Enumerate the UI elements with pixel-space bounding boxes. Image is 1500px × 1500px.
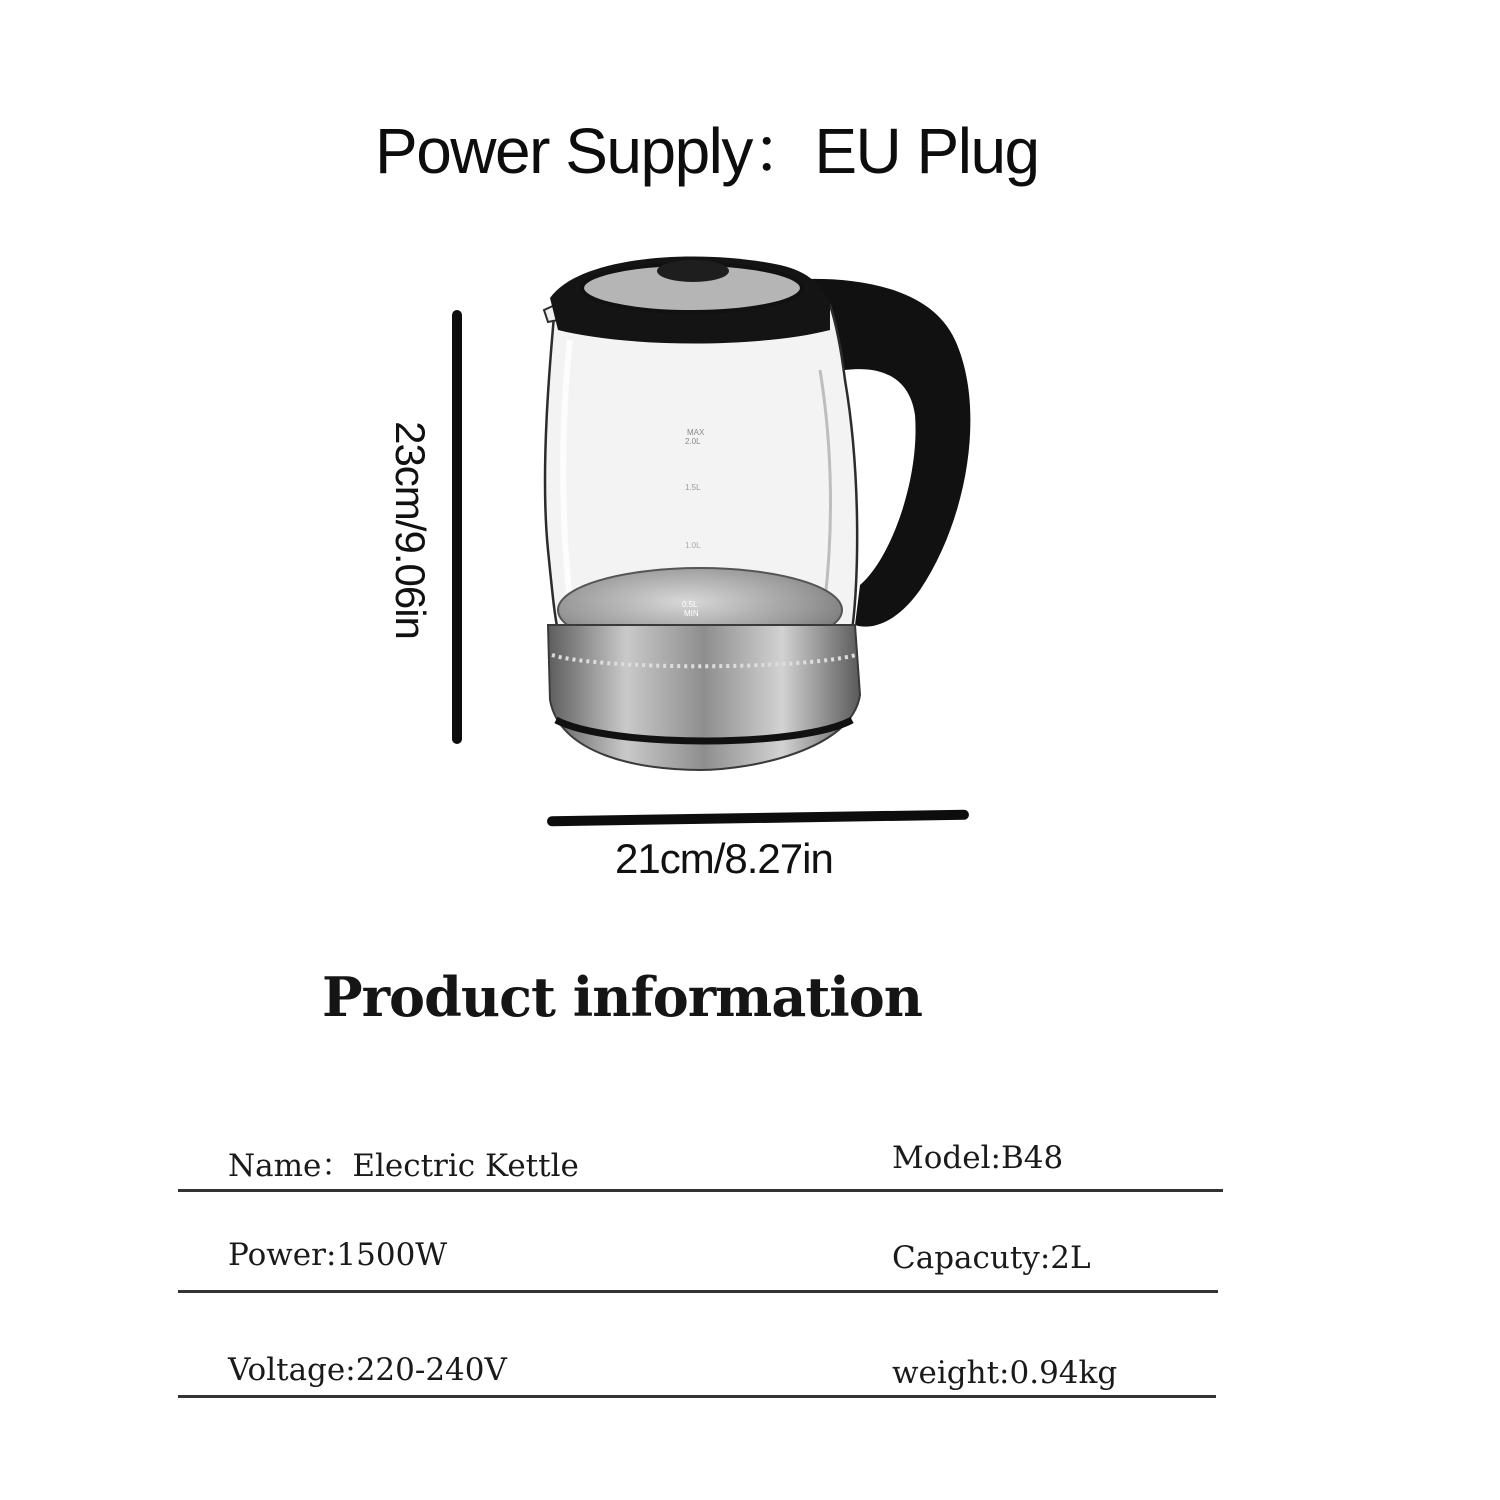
spec-model: Model:B48 (892, 1140, 1064, 1176)
height-dimension-label: 23cm/9.06in (387, 421, 434, 639)
width-dimension-label: 21cm/8.27in (615, 835, 833, 882)
headline: Power Supply：EU Plug (375, 115, 1039, 187)
spec-divider (178, 1395, 1216, 1398)
kettle-image (500, 230, 1020, 790)
marking-1-0l: 1.0L (685, 541, 701, 550)
kettle-steel-base (548, 625, 860, 770)
spec-divider (178, 1290, 1218, 1293)
lid-button (657, 260, 729, 282)
spec-voltage: Voltage:220-240V (228, 1352, 507, 1388)
spec-divider (178, 1189, 1223, 1192)
marking-2l: 2.0L (685, 437, 701, 446)
height-dimension-bar (452, 310, 462, 744)
marking-0-5l: 0.5L (682, 600, 698, 609)
spec-power: Power:1500W (228, 1237, 448, 1273)
spec-name: Name：Electric Kettle (228, 1148, 579, 1184)
marking-1-5l: 1.5L (685, 483, 701, 492)
marking-max: MAX (687, 428, 705, 437)
spec-weight: weight:0.94kg (892, 1355, 1118, 1391)
product-info-title: Product information (322, 965, 923, 1029)
spec-capacity: Capacuty:2L (892, 1240, 1091, 1276)
marking-min: MIN (684, 609, 699, 618)
width-dimension-bar (547, 810, 969, 827)
